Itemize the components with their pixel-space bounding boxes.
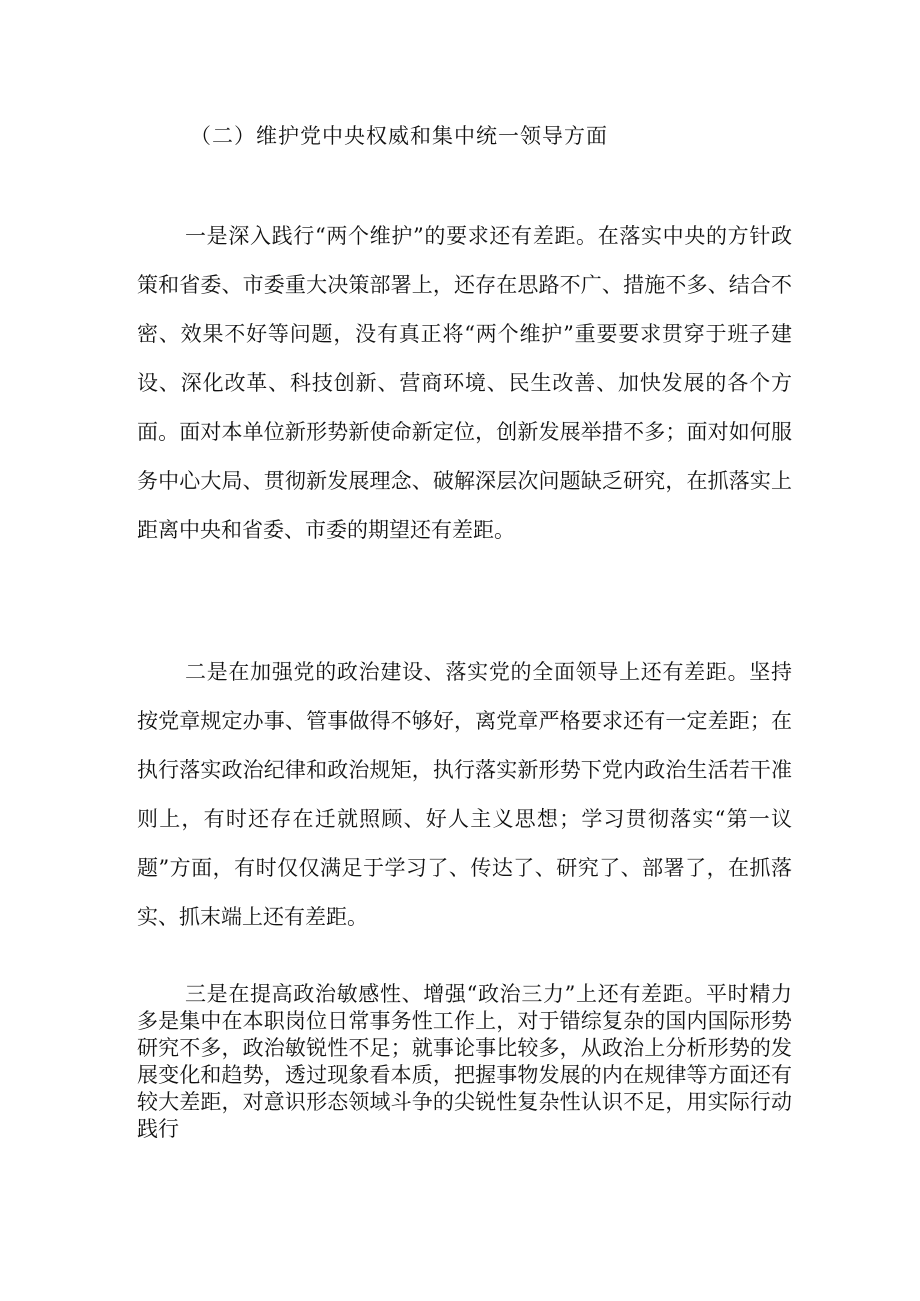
paragraph-political-sensitivity: 三是在提高政治敏感性、增强“政治三力”上还有差距。平时精力多是集中在本职岗位日常事务性工作上，对于错综复杂的国内国际形势研究不多，政治敏锐性不足；就事论事比较多，从政治上分析形势的发展变化和趋势，透过现象看本质，把握事物发展的内在规律等方面还有较大差距，对意识形态领域斗争的尖锐性复杂性认识不足，用实际行动践行 (137, 982, 792, 1141)
paragraph-party-political-building: 二是在加强党的政治建设、落实党的全面领导上还有差距。坚持按党章规定办事、管事做得不够好，离党章严格要求还有一定差距；在执行落实政治纪律和政治规矩，执行落实新形势下党内政治生活若干准则上，有时还存在迁就照顾、好人主义思想；学习贯彻落实“第一议题”方面，有时仅仅满足于学习了、传达了、研究了、部署了，在抓落实、抓末端上还有差距。 (137, 660, 792, 929)
paragraph-two-safeguards: 一是深入践行“两个维护”的要求还有差距。在落实中央的方针政策和省委、市委重大决策部署上，还存在思路不广、措施不多、结合不密、效果不好等问题，没有真正将“两个维护”重要要求贯穿于班子建设、深化改革、科技创新、营商环境、民生改善、加快发展的各个方面。面对本单位新形势新使命新定位，创新发展举措不多；面对如何服务中心大局、贯彻新发展理念、破解深层次问题缺乏研究，在抓落实上距离中央和省委、市委的期望还有差距。 (137, 224, 792, 542)
section-heading: （二）维护党中央权威和集中统一领导方面 (190, 124, 608, 148)
